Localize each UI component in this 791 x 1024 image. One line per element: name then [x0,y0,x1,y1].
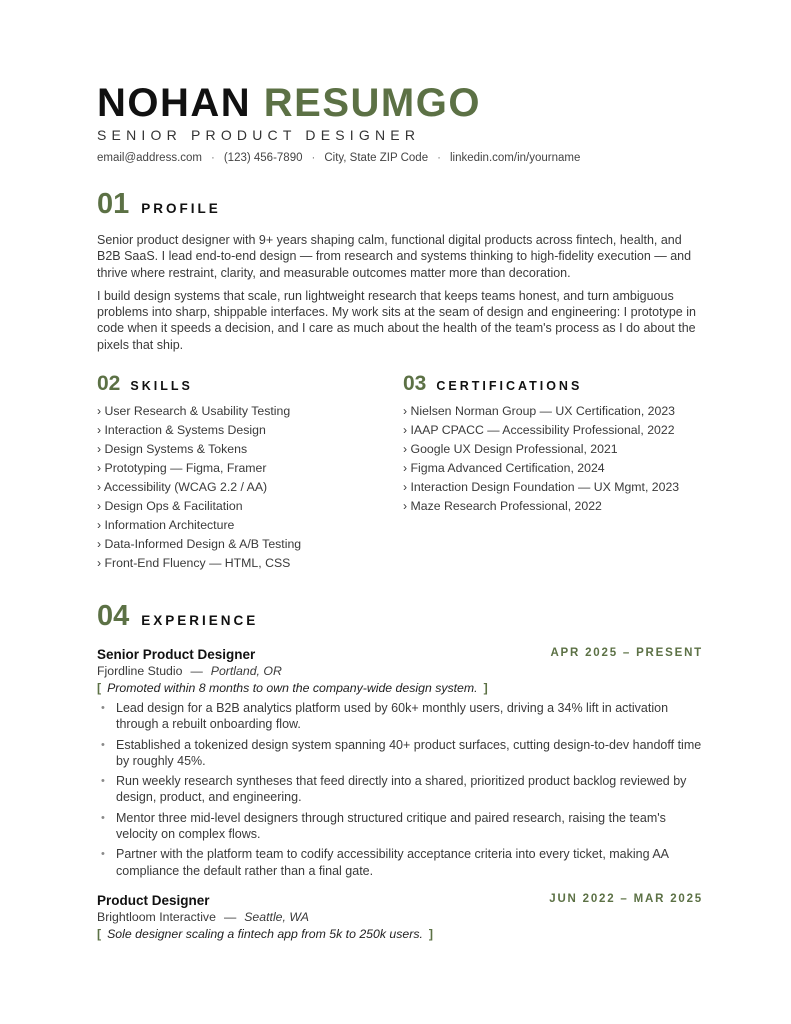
phone-number: (123) 456-7890 [223,152,303,164]
linkedin-link[interactable]: linkedin.com/in/yourname [449,152,581,164]
bullet-item [97,773,703,806]
job-role: Senior Product Designer [97,647,256,662]
list-item: › Figma Advanced Certification, 2024 [403,461,605,475]
job-highlight-note [97,679,703,697]
bullet-item [97,737,703,770]
contact-separator: · [437,152,441,164]
bullet-icon: • [101,702,105,714]
bracket-close: ] [483,681,488,695]
list-item: › Google UX Design Professional, 2021 [403,442,618,456]
job-header [97,646,703,663]
list-item: › IAAP CPACC — Accessibility Professional, 2022 [403,423,675,437]
bullet-item [97,700,703,733]
job-organization [97,909,703,925]
bullet-icon: • [101,848,105,861]
candidate-name [97,80,481,126]
list-item: › Design Systems & Tokens [97,442,248,456]
last-name: RESUMGO [263,81,481,125]
list-item: › Data-Informed Design & A/B Testing [97,537,302,551]
note-text: Sole designer scaling a fintech app from 5k to 250k users. [107,927,423,941]
contact-line [97,152,580,164]
job-dates: APR 2025 – PRESENT [550,647,703,659]
list-item: › Information Architecture [97,518,235,532]
bracket-open: [ [97,927,102,941]
job-role: Product Designer [97,893,210,908]
note-text: Promoted within 8 months to own the company-wide design system. [107,681,478,695]
bullet-text: Lead design for a B2B analytics platform used by 60k+ monthly users, driving a 34% lift in activation through a rebuilt onboarding flow. [116,701,669,732]
company-name: Brightloom Interactive [97,910,216,924]
org-separator: — [190,664,203,678]
section-heading-certifications [403,372,582,396]
company-name: Fjordline Studio [97,664,183,678]
bullet-icon: • [101,738,105,751]
profile-summary [97,232,703,360]
list-item: › User Research & Usability Testing [97,404,291,418]
list-item: › Prototyping — Figma, Framer [97,461,267,475]
section-heading-profile [97,188,221,221]
bullet-text: Run weekly research syntheses that feed directly into a shared, prioritized product backlog reviewed by design, product, and engineering. [116,774,687,805]
first-name: NOHAN [97,81,252,125]
list-item: › Accessibility (WCAG 2.2 / AA) [97,480,268,494]
profile-paragraph: I build design systems that scale, run lightweight research that keeps teams honest, and turn ambiguous problems into sharp, shippable interfaces. My work sits at the seam of design and engineering: I prototype in code when it speeds a decision, and I care as much about the health of the team's process as I do about the pixels that ship. [97,288,696,352]
job-organization [97,663,703,679]
bullet-icon: • [101,811,105,824]
job-highlight-note [97,925,703,943]
job-entry [97,646,703,883]
section-heading-skills [97,372,193,396]
section-number: 01 [97,188,130,220]
profile-paragraph: Senior product designer with 9+ years shaping calm, functional digital products across fintech, health, and B2B SaaS. I lead end-to-end design — from research and systems thinking to high-fidelity execution — and thrive where restraint, clarity, and measurable outcomes matter more than decoration. [97,233,692,280]
job-header [97,892,703,909]
job-location: Seattle, WA [244,910,309,924]
list-item: › Interaction Design Foundation — UX Mgmt, 2023 [403,480,680,494]
job-title: SENIOR PRODUCT DESIGNER [97,127,421,143]
list-item: › Front-End Fluency — HTML, CSS [97,556,291,570]
bracket-close: ] [428,927,434,941]
bullet-text: Established a tokenized design system spanning 40+ product surfaces, cutting design-to-dev handoff time by roughly 45%. [116,737,702,768]
bracket-open: [ [97,681,102,695]
list-item: › Maze Research Professional, 2022 [403,499,602,513]
skills-list [97,402,301,573]
job-dates: JUN 2022 – MAR 2025 [549,893,703,905]
section-heading-experience [97,600,258,633]
list-item: › Nielsen Norman Group — UX Certification, 2023 [403,404,676,418]
contact-separator: · [311,152,316,164]
list-item: › Interaction & Systems Design [97,423,266,437]
section-label: PROFILE [141,201,221,216]
bullet-item [97,846,703,879]
bullet-text: Mentor three mid-level designers through structured critique and paired research, raising the team's velocity on complex flows. [116,810,666,842]
email-link[interactable]: email@address.com [97,152,202,164]
certifications-list [403,402,679,516]
list-item: › Design Ops & Facilitation [97,499,243,513]
job-entry [97,892,703,943]
bullet-item [97,810,703,843]
section-number: 02 [97,372,121,395]
section-label: CERTIFICATIONS [436,379,583,393]
section-number: 04 [97,600,130,632]
section-label: SKILLS [130,379,193,393]
section-number: 03 [403,372,427,395]
bullet-icon: • [101,775,105,788]
org-separator: — [223,910,237,924]
bullet-text: Partner with the platform team to codify accessibility acceptance criteria into every ticket, making AA compliance the default rather than a final gate. [116,847,669,878]
contact-separator: · [211,152,215,164]
job-location: Portland, OR [210,664,282,678]
location-text: City, State ZIP Code [324,152,429,164]
job-bullets [97,700,703,879]
section-label: EXPERIENCE [141,613,259,628]
